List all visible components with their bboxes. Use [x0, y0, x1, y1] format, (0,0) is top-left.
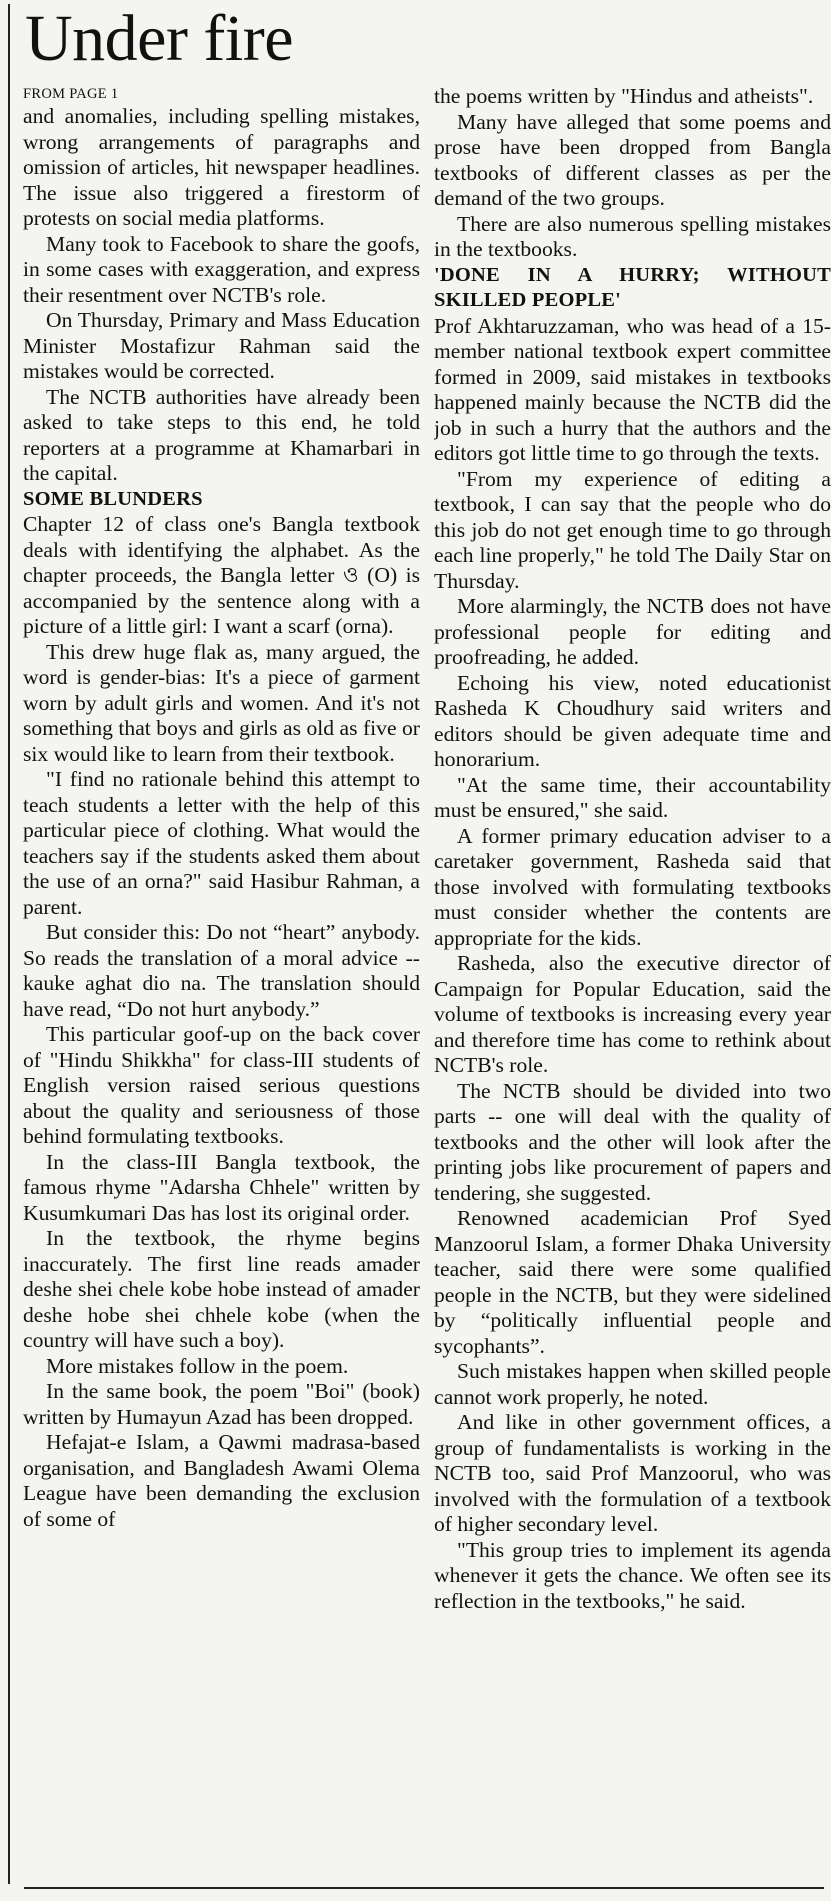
paragraph: This drew huge flak as, many argued, the word is gender-bias: It's a piece of garment worn by adult girls and women. And it's not something that boys and girls as old as five or six would like to learn from their textbook.	[23, 639, 420, 766]
paragraph: On Thursday, Primary and Mass Education Minister Mostafizur Rahman said the mistakes would be corrected.	[23, 308, 420, 383]
paragraph: Many took to Facebook to share the goofs, in some cases with exaggeration, and express their resentment over NCTB's role.	[23, 231, 420, 307]
paragraph: This particular goof-up on the back cover of "Hindu Shikkha" for class-III students of English version raised serious questions about the quality and seriousness of those behind formulating textbooks.	[23, 1022, 420, 1148]
article-column-2	[434, 84, 831, 1886]
column-1-body	[23, 104, 420, 1532]
paragraph: Renowned academician Prof Syed Manzoorul Islam, a former Dhaka University teacher, said there were some qualified people in the NCTB, but they were sidelined by “politically influential people and sycophants”.	[434, 1206, 831, 1358]
paragraph: "I find no rationale behind this attempt to teach students a letter with the help of this particular piece of clothing. What would the teachers say if the students asked them about the use of an orna?" said Hasibur Rahman, a parent.	[23, 767, 420, 919]
headline: Under fire	[25, 2, 294, 75]
paragraph: and anomalies, including spelling mistakes, wrong arrangements of paragraphs and omission of articles, hit newspaper headlines. The issue also triggered a firestorm of protests on social media platforms.	[23, 104, 420, 230]
paragraph: More mistakes follow in the poem.	[46, 1353, 349, 1378]
paragraph: Rasheda, also the executive director of Campaign for Popular Education, said the volume of textbooks is increasing every year and therefore time has come to rethink about NCTB's role.	[434, 951, 831, 1077]
paragraph: In the class-III Bangla textbook, the famous rhyme "Adarsha Chhele" written by Kusumkumari Das has lost its original order.	[23, 1149, 420, 1225]
article-column-1	[23, 84, 420, 1886]
subheading: 'DONE IN A HURRY; WITHOUT SKILLED PEOPLE'	[434, 263, 831, 311]
paragraph: A former primary education adviser to a caretaker government, Rasheda said that those involved with formulating textbooks must consider whether the contents are appropriate for the kids.	[434, 823, 831, 950]
paragraph: More alarmingly, the NCTB does not have professional people for editing and proofreading, he added.	[434, 594, 831, 669]
subheading: SOME BLUNDERS	[23, 487, 203, 510]
paragraph: There are also numerous spelling mistakes in the textbooks.	[434, 211, 831, 261]
paragraph: "From my experience of editing a textbook, I can say that the people who do this job do not get enough time to go through each line properly," he told The Daily Star on Thursday.	[434, 466, 831, 593]
paragraph: Hefajat-e Islam, a Qawmi madrasa-based organisation, and Bangladesh Awami Olema League have been demanding the exclusion of some of	[23, 1430, 420, 1531]
paragraph: Chapter 12 of class one's Bangla textbook deals with identifying the alphabet. As the chapter proceeds, the Bangla letter ও (O) is accompanied by the sentence along with a picture of a little girl: I want a scarf (orna).	[23, 512, 420, 638]
paragraph: In the same book, the poem "Boi" (book) written by Humayun Azad has been dropped.	[23, 1379, 420, 1429]
paragraph: Many have alleged that some poems and prose have been dropped from Bangla textbooks of different classes as per the demand of the two groups.	[434, 109, 831, 210]
paragraph: Echoing his view, noted educationist Rasheda K Choudhury said writers and editors should be given adequate time and honorarium.	[434, 670, 831, 771]
column-rule	[8, 4, 10, 1884]
paragraph: the poems written by "Hindus and atheists".	[434, 84, 814, 108]
bottom-rule	[24, 1887, 824, 1889]
paragraph: Such mistakes happen when skilled people cannot work properly, he noted.	[434, 1359, 831, 1409]
paragraph: In the textbook, the rhyme begins inaccurately. The first line reads amader deshe shei chele kobe hobe instead of amader deshe hobe shei chhele kobe (when the country will have such a boy).	[23, 1226, 420, 1352]
paragraph: Prof Akhtaruzzaman, who was head of a 15-member national textbook expert committee formed in 2009, said mistakes in textbooks happened mainly because the NCTB did the job in such a hurry that the authors and the editors got little time to go through the texts.	[434, 313, 831, 465]
paragraph: But consider this: Do not “heart” anybody. So reads the translation of a moral advice -- kauke aghat dio na. The translation should have read, “Do not hurt anybody.”	[23, 920, 420, 1021]
paragraph: And like in other government offices, a group of fundamentalists is working in the NCTB too, said Prof Manzoorul, who was involved with the formulation of a textbook of higher secondary level.	[434, 1410, 831, 1536]
paragraph: "This group tries to implement its agenda whenever it gets the chance. We often see its reflection in the textbooks," he said.	[434, 1537, 831, 1613]
paragraph: The NCTB should be divided into two parts -- one will deal with the quality of textbooks and the other will look after the printing jobs like procurement of papers and tendering, she suggested.	[434, 1078, 831, 1205]
continuation-kicker: FROM PAGE 1	[23, 86, 119, 102]
paragraph: "At the same time, their accountability must be ensured," she said.	[434, 772, 831, 822]
paragraph: The NCTB authorities have already been asked to take steps to this end, he told reporters at a programme at Khamarbari in the capital.	[23, 384, 420, 485]
